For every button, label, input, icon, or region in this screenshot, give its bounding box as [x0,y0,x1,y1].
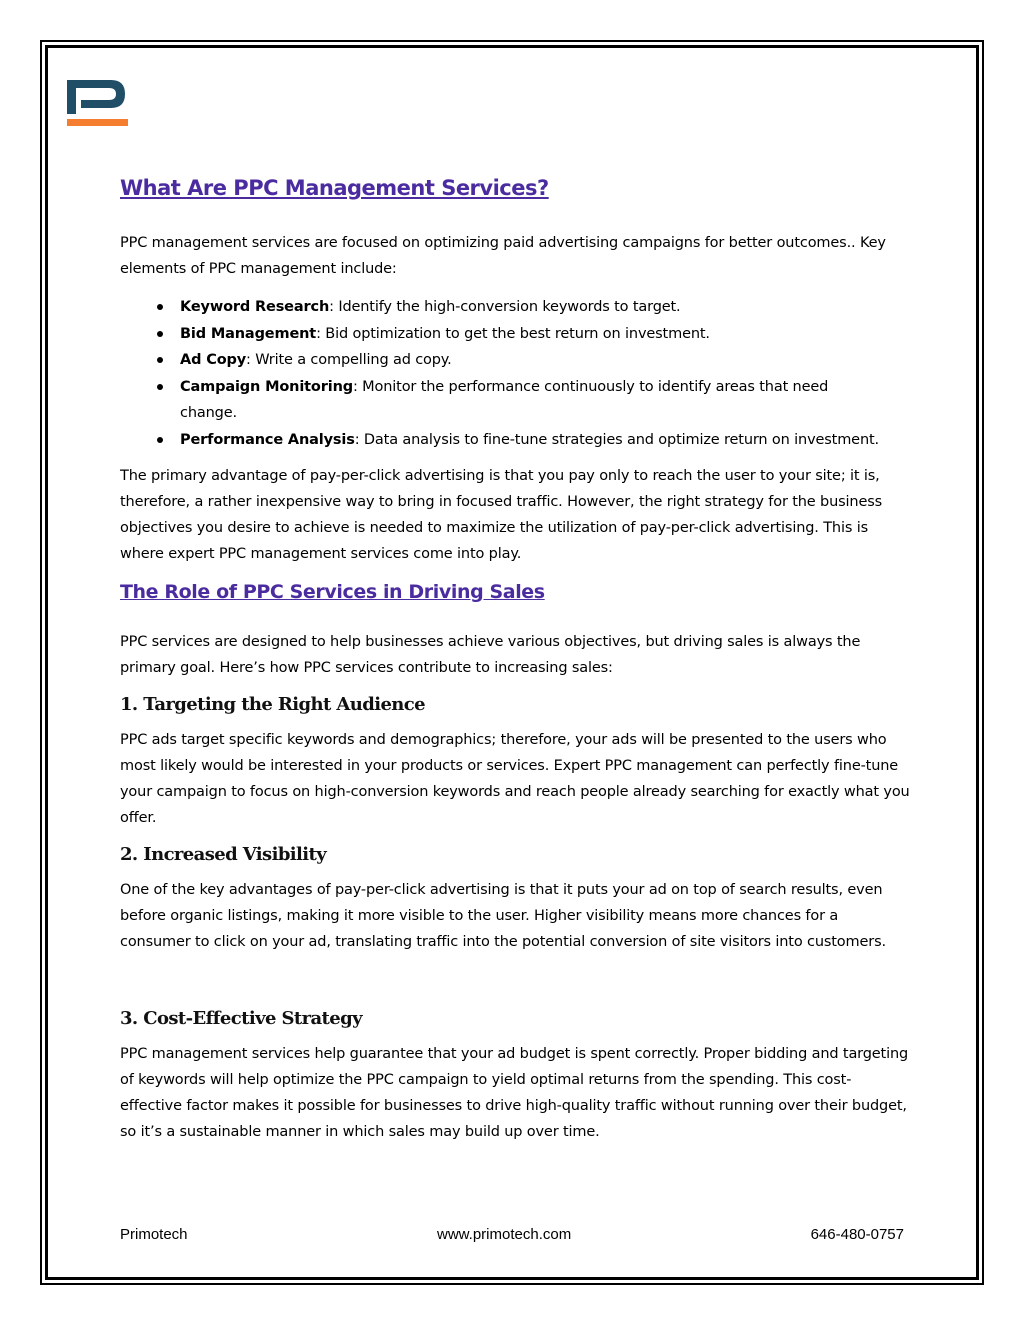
subsection-heading: 1. Targeting the Right Audience [120,694,426,715]
subsection-heading: 2. Increased Visibility [120,844,327,865]
subsection-heading: 3. Cost-Effective Strategy [120,1008,362,1029]
intro-paragraph: PPC management services are focused on optimizing paid advertising campaigns for better outcomes.. Key elements of PPC management include: [120,235,886,277]
primotech-logo-icon [65,70,131,130]
bullet-icon [157,304,163,310]
list-item: Keyword Research: Identify the high-conversion keywords to target. [120,294,910,321]
page-title: What Are PPC Management Services? [120,176,549,200]
footer-website: www.primotech.com [437,1226,572,1243]
section-intro-paragraph: PPC services are designed to help businesses achieve various objectives, but driving sales is always the primary goal. Here’s how PPC services contribute to increasing sales: [120,634,861,676]
list-item: Performance Analysis: Data analysis to fine-tune strategies and optimize return on investment. [120,427,910,454]
list-item: Bid Management: Bid optimization to get the best return on investment. [120,321,910,348]
subsection-body: PPC management services help guarantee that your ad budget is spent correctly. Proper bidding and targeting of keywords will help optimize the PPC campaign to yield optimal returns from the spending. This cost-effective factor makes it possible for businesses to drive high-quality traffic without running over their budget, so it’s a sustainable manner in which sales may build up over time. [120,1046,909,1140]
subsection-body: PPC ads target specific keywords and demographics; therefore, your ads will be presented to the users who most likely would be interested in your products or services. Expert PPC management can perfectly fine-tune your campaign to focus on high-conversion keywords and reach people already searching for exactly what you offer. [120,732,910,826]
bullet-icon [157,357,163,363]
advantage-paragraph: The primary advantage of pay-per-click advertising is that you pay only to reach the user to your site; it is, therefore, a rather inexpensive way to bring in focused traffic. However, the right strategy for the business objectives you desire to achieve is needed to maximize the utilization of pay-per-click advertising. This is where expert PPC management services come into play. [120,468,883,562]
subsection-body: One of the key advantages of pay-per-click advertising is that it puts your ad on top of search results, even before organic listings, making it more visible to the user. Higher visibility means more chances for a consumer to click on your ad, translating traffic into the potential conversion of site visitors into customers. [120,882,886,950]
document-body [120,172,910,1145]
footer-phone: 646-480-0757 [810,1226,904,1243]
bullet-icon [157,384,163,390]
bullet-icon [157,331,163,337]
section-title-role-of-ppc: The Role of PPC Services in Driving Sales [120,581,545,603]
key-elements-list [120,294,910,453]
bullet-icon [157,437,163,443]
list-item: Campaign Monitoring: Monitor the performance continuously to identify areas that need change. [120,374,910,427]
footer-company: Primotech [120,1226,188,1243]
list-item: Ad Copy: Write a compelling ad copy. [120,347,910,374]
